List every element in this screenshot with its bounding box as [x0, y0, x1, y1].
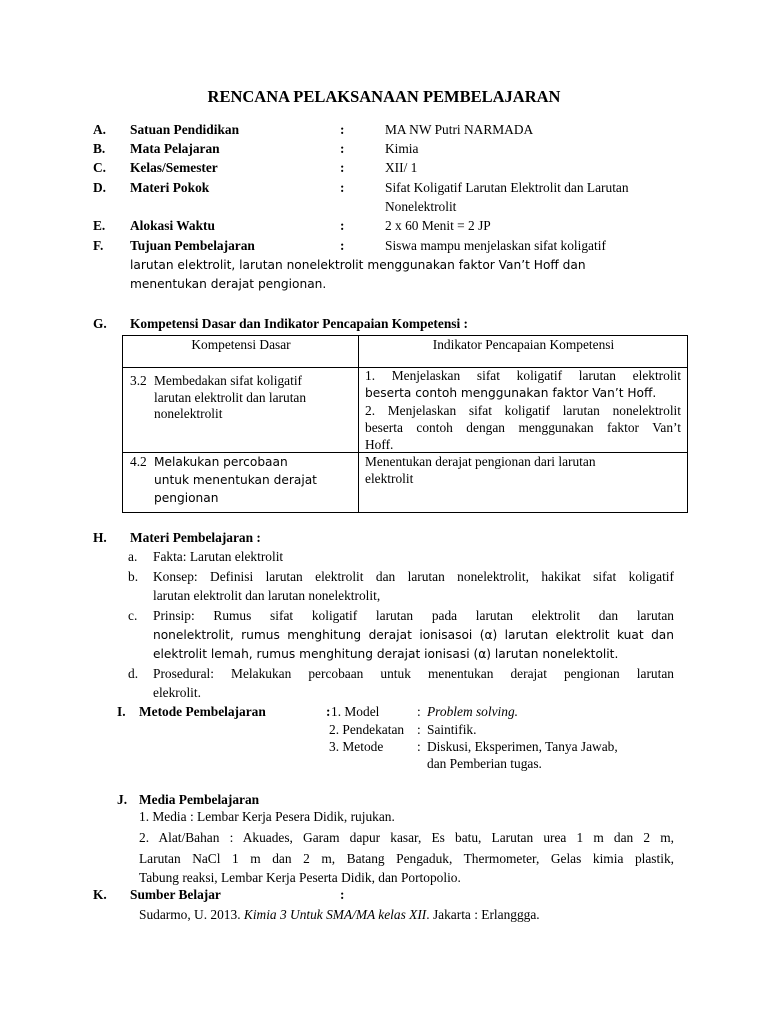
tujuan-continuation-line2: menentukan derajat pengionan. — [130, 277, 327, 291]
list-marker: c. — [128, 608, 138, 623]
colon: : — [340, 238, 345, 253]
ipk-line: 2. Menjelaskan sifat koligatif larutan nonelektrolit — [365, 403, 681, 418]
label-tujuan-pembelajaran: Tujuan Pembelajaran — [130, 238, 255, 253]
method-label-model: 1. Model — [331, 704, 380, 719]
header-kompetensi-dasar: Kompetensi Dasar — [191, 337, 291, 352]
method-label-pendekatan: 2. Pendekatan — [329, 722, 405, 737]
header-cell — [123, 336, 359, 368]
method-value-metode: Diskusi, Eksperimen, Tanya Jawab, — [427, 739, 618, 754]
colon: : — [340, 141, 345, 156]
value-tujuan-pembelajaran: Siswa mampu menjelaskan sifat koligatif — [385, 238, 606, 253]
kd-line: nonelektrolit — [154, 406, 223, 421]
list-item: Konsep: Definisi larutan elektrolit dan larutan nonelektrolit, hakikat sifat koligatif — [153, 569, 674, 584]
method-label-metode: 3. Metode — [329, 739, 384, 754]
value-satuan-pendidikan: MA NW Putri NARMADA — [385, 122, 534, 137]
item-letter-d: D. — [93, 180, 107, 195]
ipk-cell — [359, 368, 688, 453]
value-materi-pokok: Sifat Koligatif Larutan Elektrolit dan Larutan — [385, 180, 629, 195]
section-j-heading: Media Pembelajaran — [139, 792, 260, 807]
ipk-line: 1. Menjelaskan sifat koligatif larutan elektrolit — [365, 368, 681, 383]
ipk-line: Menentukan derajat pengionan dari larutan — [365, 454, 596, 469]
item-letter-a: A. — [93, 122, 107, 137]
list-item-cont: larutan elektrolit dan larutan nonelektrolit, — [153, 588, 381, 603]
label-mata-pelajaran: Mata Pelajaran — [130, 141, 220, 156]
ipk-line: Hoff. — [365, 437, 394, 452]
media-line: 2. Alat/Bahan : Akuades, Garam dapur kasar, Es batu, Larutan urea 1 m dan 2 m, — [139, 830, 674, 845]
competency-table — [122, 335, 688, 513]
kd-cell — [123, 368, 359, 453]
section-i-heading: Metode Pembelajaran — [139, 704, 266, 719]
kd-line: larutan elektrolit dan larutan — [154, 390, 307, 405]
colon: : — [326, 704, 331, 719]
reference-author: Sudarmo, U. 2013. — [139, 907, 244, 922]
section-letter-g: G. — [93, 316, 107, 331]
colon: : — [340, 887, 345, 902]
method-value-pendekatan: Saintifik. — [427, 722, 477, 737]
method-sep: : — [417, 704, 421, 719]
label-satuan-pendidikan: Satuan Pendidikan — [130, 122, 240, 137]
list-item: Fakta: Larutan elektrolit — [153, 549, 284, 564]
section-g-heading: Kompetensi Dasar dan Indikator Pencapaian Kompetensi : — [130, 316, 469, 331]
table-header-row — [123, 336, 688, 368]
list-marker: a. — [128, 549, 138, 564]
list-item: Prinsip: Rumus sifat koligatif larutan pada larutan elektrolit dan larutan — [153, 608, 674, 623]
ipk-line: elektrolit — [365, 471, 414, 486]
method-sep: : — [417, 739, 421, 754]
tujuan-continuation-line1: larutan elektrolit, larutan nonelektrolit menggunakan faktor Van’t Hoff dan — [130, 258, 586, 272]
media-line: 1. Media : Lembar Kerja Pesera Didik, rujukan. — [139, 809, 395, 824]
table-row — [123, 368, 688, 453]
item-letter-e: E. — [93, 218, 106, 233]
section-letter-j: J. — [117, 792, 128, 807]
colon: : — [340, 180, 345, 195]
kd-line: untuk menentukan derajat — [154, 473, 317, 487]
method-sep: : — [417, 722, 421, 737]
kd-line: pengionan — [154, 491, 219, 505]
ipk-cell — [359, 453, 688, 513]
value-materi-pokok-line2: Nonelektrolit — [385, 199, 457, 214]
list-item: Prosedural: Melakukan percobaan untuk menentukan derajat pengionan larutan — [153, 666, 674, 681]
colon: : — [340, 160, 345, 175]
reference-citation — [139, 907, 540, 923]
kd-number: 4.2 — [130, 454, 147, 469]
kd-line: Melakukan percobaan — [154, 455, 288, 469]
header-indikator: Indikator Pencapaian Kompetensi — [432, 337, 615, 352]
page-title: RENCANA PELAKSANAAN PEMBELAJARAN — [207, 87, 561, 106]
list-item-cont: elektrolit lemah, rumus menghitung derajat ionisasi (α) larutan nonelektolit. — [153, 647, 619, 661]
ipk-line: beserta contoh menggunakan faktor Van’t Hoff. — [365, 386, 657, 400]
label-alokasi-waktu: Alokasi Waktu — [130, 218, 215, 233]
media-line: Larutan NaCl 1 m dan 2 m, Batang Pengaduk, Thermometer, Gelas kimia plastik, — [139, 851, 674, 866]
label-kelas-semester: Kelas/Semester — [130, 160, 218, 175]
section-k-heading: Sumber Belajar — [130, 887, 221, 902]
item-letter-f: F. — [93, 238, 104, 253]
list-marker: b. — [128, 569, 139, 584]
list-marker: d. — [128, 666, 139, 681]
value-kelas-semester: XII/ 1 — [385, 160, 418, 175]
kd-number: 3.2 — [130, 373, 147, 388]
section-h-heading: Materi Pembelajaran : — [130, 530, 261, 545]
kd-cell — [123, 453, 359, 513]
section-letter-i: I. — [117, 704, 126, 719]
header-cell — [359, 336, 688, 368]
section-letter-k: K. — [93, 887, 107, 902]
list-item-cont: elekrolit. — [153, 685, 201, 700]
item-letter-b: B. — [93, 141, 106, 156]
reference-publisher: . Jakarta : Erlanggga. — [426, 907, 540, 922]
table-row — [123, 453, 688, 513]
method-value-model: Problem solving. — [427, 704, 518, 719]
kd-line: Membedakan sifat koligatif — [154, 373, 302, 388]
media-line: Tabung reaksi, Lembar Kerja Peserta Didik, dan Portopolio. — [139, 870, 461, 885]
item-letter-c: C. — [93, 160, 107, 175]
label-materi-pokok: Materi Pokok — [130, 180, 210, 195]
reference-title: Kimia 3 Untuk SMA/MA kelas XII — [243, 907, 427, 922]
colon: : — [340, 122, 345, 137]
ipk-line: beserta contoh dengan menggunakan faktor Van’t — [365, 420, 681, 435]
colon: : — [340, 218, 345, 233]
value-mata-pelajaran: Kimia — [385, 141, 419, 156]
method-value-metode-line2: dan Pemberian tugas. — [427, 756, 542, 771]
value-alokasi-waktu: 2 x 60 Menit = 2 JP — [385, 218, 491, 233]
list-item-cont: nonelektrolit, rumus menghitung derajat ionisasoi (α) larutan elektrolit kuat dan — [153, 628, 674, 642]
section-letter-h: H. — [93, 530, 107, 545]
